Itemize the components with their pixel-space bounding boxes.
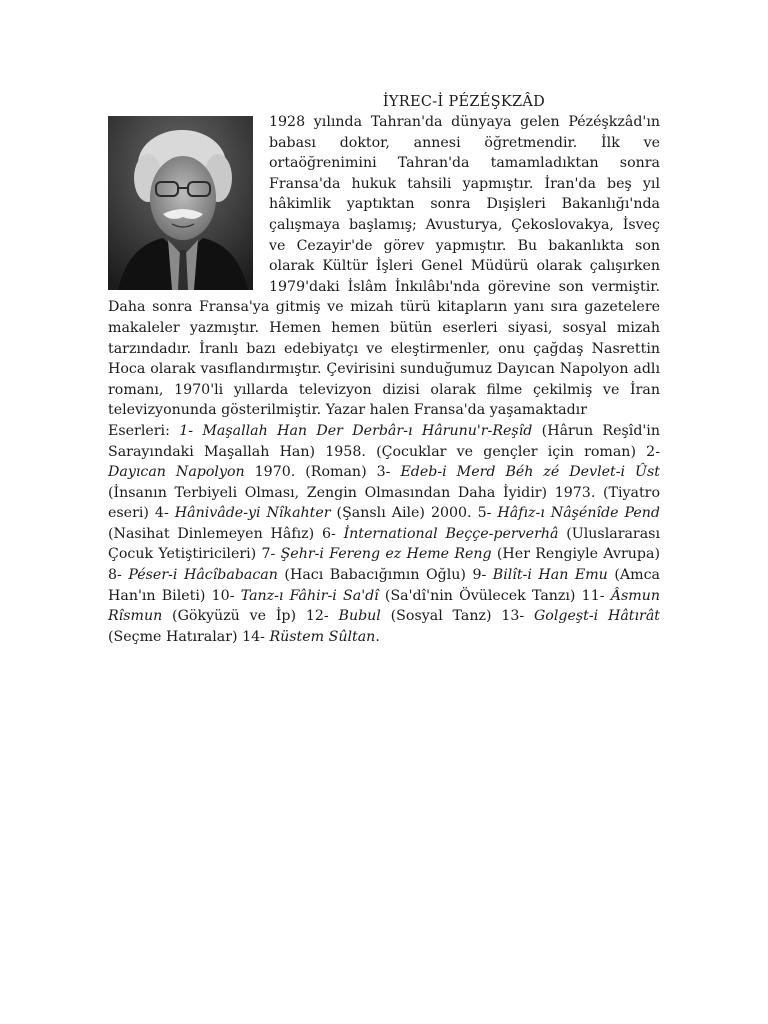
work-title: Péser-i Hâcîbabacan	[128, 567, 278, 584]
work-item	[155, 505, 478, 521]
work-item	[261, 546, 660, 562]
work-title: Golgeşt-i Hâtırât	[533, 608, 660, 625]
work-title: 1- Maşallah Han Der Derbâr-ı Hârunu'r-Reşîd	[179, 422, 533, 439]
work-item	[108, 423, 660, 460]
work-description: (İnsanın Terbiyeli Olması, Zengin Olmasından Daha İyidir) 1973. (Tiyatro eseri)	[108, 484, 660, 522]
works-list	[108, 421, 660, 648]
work-title: Şehr-i Fereng ez Heme Reng	[280, 546, 492, 563]
work-description: .	[375, 628, 380, 645]
author-biography: 1928 yılında Tahran'da dünyaya gelen Pézéşkzâd'ın babası doktor, annesi öğretmendir. İlk ve ortaöğrenimini Tahran'da tamamladıktan sonra Fransa'da hukuk tahsili yapmıştır. İran'da beş yıl hâkimlik yaptıktan sonra Dışişleri Bakanlığı'nda çalışmaya başlamış; Avusturya, Çekoslovakya, İsveç ve Cezayir'de görev yapmıştır. Bu bakanlıkta son olarak Kültür İşleri Genel Müdürü olarak çalışırken 1979'daki İslâm İnkılâbı'nda görevine son vermiştir. Daha sonra Fransa'ya gitmiş ve mizah türü kitapların yanı sıra gazetelere makaleler yazmıştır. Hemen hemen bütün eserleri siyasi, sosyal mizah tarzındadır. İranlı bazı edebiyatçı ve eleştirmenler, onu çağdaş Nasrettin Hoca olarak vasıflandırmıştır. Çevirisini sunduğumuz Dayıcan Napolyon adlı romanı, 1970'li yıllarda televizyon dizisi olarak filme çekilmiş ve İran televizyonunda gösterilmiştir. Yazar halen Fransa'da yaşamaktadır	[108, 114, 660, 419]
work-title: İnternational Beççe-perverhâ	[343, 525, 559, 542]
work-description: (Hârun Reşîd'in Sarayındaki Maşallah Han) 1958. (Çocuklar ve gençler için roman)	[108, 422, 660, 460]
works-label: Eserleri:	[108, 422, 170, 439]
author-photo	[108, 116, 253, 290]
work-number: 3-	[376, 464, 401, 481]
work-description: (Uluslararası Çocuk Yetiştiricileri)	[108, 525, 660, 563]
page-title: İYREC-İ PÉZÉŞKZÂD	[382, 94, 546, 110]
work-number: 5-	[477, 505, 498, 522]
work-number: 7-	[261, 546, 281, 563]
work-description: (Sa'dî'nin Övülecek Tanzı)	[378, 587, 582, 604]
work-description: (Nasihat Dinlemeyen Hâfız)	[108, 525, 322, 542]
work-number: 10-	[211, 587, 241, 604]
article-body	[108, 112, 660, 647]
work-description: (Her Rengiyle Avrupa)	[491, 546, 660, 563]
work-item	[306, 608, 501, 624]
work-number: 4-	[154, 505, 175, 522]
work-number: 12-	[305, 608, 339, 625]
work-description: (Gökyüzü ve İp)	[162, 608, 306, 625]
work-number: 2-	[646, 443, 660, 460]
work-item	[242, 629, 380, 645]
work-number: 11-	[581, 587, 611, 604]
work-description: (Şanslı Aile) 2000.	[330, 505, 478, 522]
work-description: 1970. (Roman)	[244, 464, 377, 481]
work-number: 6-	[321, 525, 344, 542]
page	[108, 92, 660, 647]
work-item	[212, 588, 582, 604]
work-title: Bilît-i Han Emu	[492, 567, 608, 584]
author-portrait-image	[108, 116, 253, 290]
work-title: Rüstem Sûltan	[269, 628, 376, 645]
work-description: (Seçme Hatıralar)	[108, 628, 243, 645]
work-title: Tanz-ı Fâhir-i Sa'dî	[240, 587, 379, 604]
work-title: Âsmun Rîsmun	[108, 587, 660, 625]
work-number: 9-	[472, 567, 493, 584]
work-title: Dayıcan Napolyon	[108, 464, 245, 481]
work-title: Hânivâde-yi Nîkahter	[174, 505, 331, 522]
work-title: Bubul	[338, 608, 381, 625]
work-description: (Hacı Babacığımın Oğlu)	[277, 567, 473, 584]
work-number: 13-	[501, 608, 534, 625]
work-number: 14-	[242, 628, 270, 645]
work-number: 8-	[108, 567, 129, 584]
works-items	[108, 423, 660, 645]
work-title: Edeb-i Merd Béh zé Devlet-i Ûst	[400, 464, 660, 481]
work-description: (Sosyal Tanz)	[380, 608, 502, 625]
work-title: Hâfız-ı Nâşénîde Pend	[497, 505, 660, 522]
work-description: (Amca Han'ın Bileti)	[108, 567, 660, 604]
work-item	[108, 567, 472, 583]
